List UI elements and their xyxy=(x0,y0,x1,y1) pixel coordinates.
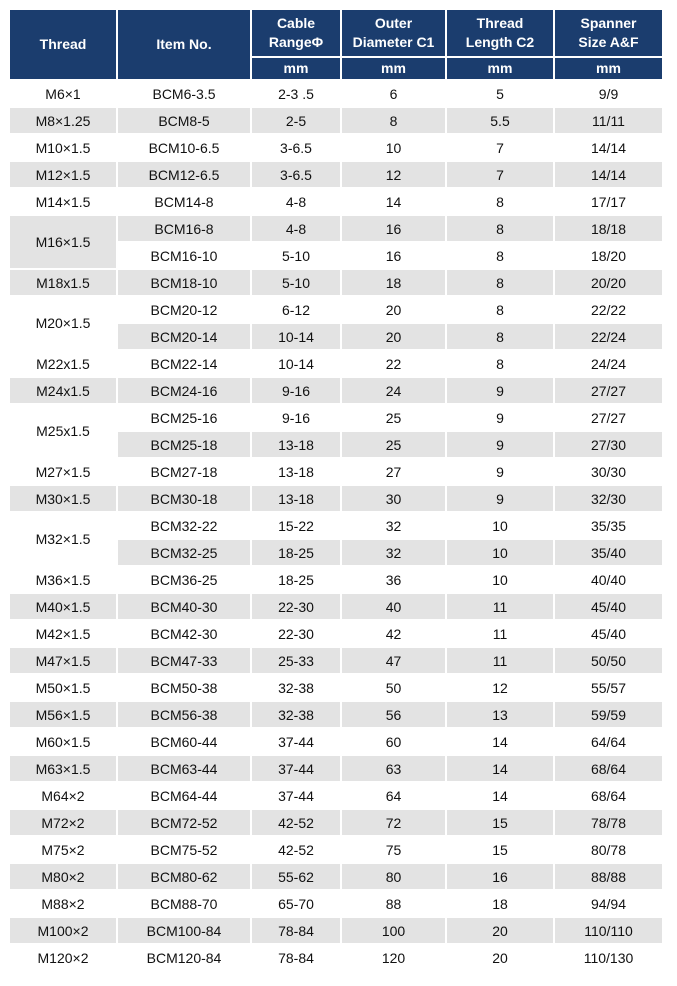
item-no-cell: BCM50-38 xyxy=(118,675,250,700)
spanner-size-cell: 110/130 xyxy=(555,945,662,970)
spanner-size-cell: 55/57 xyxy=(555,675,662,700)
outer-diameter-cell: 120 xyxy=(342,945,445,970)
item-no-cell: BCM64-44 xyxy=(118,783,250,808)
thread-cell: M36×1.5 xyxy=(10,567,116,592)
cable-range-cell: 4-8 xyxy=(252,189,340,214)
thread-cell: M24x1.5 xyxy=(10,378,116,403)
outer-diameter-cell: 72 xyxy=(342,810,445,835)
unit-cable-range: mm xyxy=(252,58,340,79)
thread-length-cell: 8 xyxy=(447,270,553,295)
outer-diameter-cell: 22 xyxy=(342,351,445,376)
outer-diameter-line1: Outer xyxy=(374,15,413,31)
thread-cell: M12×1.5 xyxy=(10,162,116,187)
item-no-cell: BCM25-18 xyxy=(118,432,250,457)
item-no-cell: BCM27-18 xyxy=(118,459,250,484)
thread-cell: M10×1.5 xyxy=(10,135,116,160)
item-no-cell: BCM10-6.5 xyxy=(118,135,250,160)
outer-diameter-line2: Diameter C1 xyxy=(352,34,435,50)
cable-gland-spec-table xyxy=(8,8,664,972)
spanner-size-cell: 18/20 xyxy=(555,243,662,268)
cable-range-cell: 18-25 xyxy=(252,540,340,565)
cable-range-cell: 2-5 xyxy=(252,108,340,133)
item-no-cell: BCM16-10 xyxy=(118,243,250,268)
spanner-size-cell: 110/110 xyxy=(555,918,662,943)
table-row xyxy=(10,648,662,673)
cable-range-cell: 37-44 xyxy=(252,756,340,781)
cable-range-cell: 5-10 xyxy=(252,243,340,268)
outer-diameter-cell: 63 xyxy=(342,756,445,781)
cable-range-cell: 42-52 xyxy=(252,837,340,862)
spanner-size-cell: 30/30 xyxy=(555,459,662,484)
outer-diameter-cell: 40 xyxy=(342,594,445,619)
thread-length-cell: 7 xyxy=(447,162,553,187)
thread-length-cell: 9 xyxy=(447,432,553,457)
spanner-size-cell: 80/78 xyxy=(555,837,662,862)
cable-range-cell: 37-44 xyxy=(252,729,340,754)
outer-diameter-cell: 60 xyxy=(342,729,445,754)
thread-length-cell: 8 xyxy=(447,243,553,268)
thread-cell: M14×1.5 xyxy=(10,189,116,214)
thread-length-cell: 14 xyxy=(447,756,553,781)
thread-length-cell: 13 xyxy=(447,702,553,727)
outer-diameter-cell: 30 xyxy=(342,486,445,511)
thread-length-cell: 15 xyxy=(447,810,553,835)
thread-length-cell: 9 xyxy=(447,405,553,430)
item-no-cell: BCM16-8 xyxy=(118,216,250,241)
table-row xyxy=(10,189,662,214)
cable-range-cell: 22-30 xyxy=(252,621,340,646)
thread-length-cell: 11 xyxy=(447,648,553,673)
table-row xyxy=(10,783,662,808)
cable-range-cell: 3-6.5 xyxy=(252,135,340,160)
spanner-size-cell: 45/40 xyxy=(555,594,662,619)
table-row xyxy=(10,405,662,430)
cable-range-cell: 32-38 xyxy=(252,675,340,700)
item-no-cell: BCM88-70 xyxy=(118,891,250,916)
cable-range-cell: 5-10 xyxy=(252,270,340,295)
table-body xyxy=(10,81,662,970)
cable-range-cell: 9-16 xyxy=(252,378,340,403)
thread-cell: M32×1.5 xyxy=(10,513,116,565)
thread-cell: M80×2 xyxy=(10,864,116,889)
spanner-size-cell: 17/17 xyxy=(555,189,662,214)
table-row xyxy=(10,378,662,403)
outer-diameter-cell: 20 xyxy=(342,324,445,349)
table-row xyxy=(10,81,662,106)
spanner-size-cell: 27/27 xyxy=(555,405,662,430)
outer-diameter-cell: 64 xyxy=(342,783,445,808)
outer-diameter-cell: 42 xyxy=(342,621,445,646)
cable-range-cell: 18-25 xyxy=(252,567,340,592)
thread-length-cell: 10 xyxy=(447,540,553,565)
table-row xyxy=(10,729,662,754)
table-row xyxy=(10,918,662,943)
thread-length-cell: 16 xyxy=(447,864,553,889)
thread-cell: M100×2 xyxy=(10,918,116,943)
col-header-thread: Thread xyxy=(10,10,116,79)
spanner-size-cell: 50/50 xyxy=(555,648,662,673)
thread-cell: M60×1.5 xyxy=(10,729,116,754)
thread-cell: M56×1.5 xyxy=(10,702,116,727)
table-row xyxy=(10,756,662,781)
thread-length-line2: Length C2 xyxy=(465,34,535,50)
thread-length-cell: 15 xyxy=(447,837,553,862)
thread-cell: M6×1 xyxy=(10,81,116,106)
table-row xyxy=(10,567,662,592)
outer-diameter-cell: 75 xyxy=(342,837,445,862)
thread-cell: M40×1.5 xyxy=(10,594,116,619)
cable-range-cell: 13-18 xyxy=(252,432,340,457)
cable-range-line2: RangeΦ xyxy=(268,34,324,50)
outer-diameter-cell: 12 xyxy=(342,162,445,187)
item-no-cell: BCM42-30 xyxy=(118,621,250,646)
spanner-size-cell: 22/22 xyxy=(555,297,662,322)
outer-diameter-cell: 18 xyxy=(342,270,445,295)
thread-length-cell: 11 xyxy=(447,594,553,619)
outer-diameter-cell: 50 xyxy=(342,675,445,700)
table-row xyxy=(10,135,662,160)
item-no-cell: BCM47-33 xyxy=(118,648,250,673)
cable-range-cell: 65-70 xyxy=(252,891,340,916)
item-no-cell: BCM80-62 xyxy=(118,864,250,889)
col-header-cable-range xyxy=(252,10,340,56)
cable-range-cell: 78-84 xyxy=(252,918,340,943)
outer-diameter-cell: 20 xyxy=(342,297,445,322)
cable-range-cell: 15-22 xyxy=(252,513,340,538)
outer-diameter-cell: 47 xyxy=(342,648,445,673)
thread-length-cell: 10 xyxy=(447,567,553,592)
thread-cell: M64×2 xyxy=(10,783,116,808)
cable-range-cell: 32-38 xyxy=(252,702,340,727)
col-header-outer-diameter xyxy=(342,10,445,56)
spanner-size-cell: 24/24 xyxy=(555,351,662,376)
cable-range-line1: Cable xyxy=(276,15,316,31)
outer-diameter-cell: 32 xyxy=(342,540,445,565)
cable-range-cell: 10-14 xyxy=(252,351,340,376)
outer-diameter-cell: 24 xyxy=(342,378,445,403)
item-no-cell: BCM60-44 xyxy=(118,729,250,754)
item-no-cell: BCM14-8 xyxy=(118,189,250,214)
thread-length-cell: 5.5 xyxy=(447,108,553,133)
thread-cell: M25x1.5 xyxy=(10,405,116,457)
item-no-cell: BCM24-16 xyxy=(118,378,250,403)
spanner-size-cell: 40/40 xyxy=(555,567,662,592)
thread-length-cell: 8 xyxy=(447,297,553,322)
spanner-size-line2: Size A&F xyxy=(578,34,639,50)
thread-cell: M22x1.5 xyxy=(10,351,116,376)
spanner-size-cell: 27/27 xyxy=(555,378,662,403)
col-header-item-no: Item No. xyxy=(118,10,250,79)
table-row xyxy=(10,675,662,700)
unit-outer-diameter: mm xyxy=(342,58,445,79)
thread-length-cell: 20 xyxy=(447,918,553,943)
thread-length-cell: 10 xyxy=(447,513,553,538)
cable-range-cell: 6-12 xyxy=(252,297,340,322)
spanner-size-cell: 14/14 xyxy=(555,162,662,187)
item-no-cell: BCM30-18 xyxy=(118,486,250,511)
item-no-cell: BCM8-5 xyxy=(118,108,250,133)
item-no-cell: BCM72-52 xyxy=(118,810,250,835)
item-no-cell: BCM20-12 xyxy=(118,297,250,322)
unit-spanner-size: mm xyxy=(555,58,662,79)
spanner-size-cell: 59/59 xyxy=(555,702,662,727)
table-row xyxy=(10,864,662,889)
item-no-cell: BCM25-16 xyxy=(118,405,250,430)
thread-length-cell: 14 xyxy=(447,783,553,808)
thread-length-cell: 18 xyxy=(447,891,553,916)
item-no-cell: BCM120-84 xyxy=(118,945,250,970)
spanner-size-cell: 64/64 xyxy=(555,729,662,754)
cable-range-cell: 13-18 xyxy=(252,486,340,511)
thread-length-cell: 8 xyxy=(447,324,553,349)
spanner-size-cell: 9/9 xyxy=(555,81,662,106)
item-no-cell: BCM63-44 xyxy=(118,756,250,781)
thread-length-cell: 20 xyxy=(447,945,553,970)
table-row xyxy=(10,702,662,727)
item-no-cell: BCM6-3.5 xyxy=(118,81,250,106)
thread-cell: M50×1.5 xyxy=(10,675,116,700)
outer-diameter-cell: 8 xyxy=(342,108,445,133)
item-no-cell: BCM40-30 xyxy=(118,594,250,619)
cable-range-cell: 78-84 xyxy=(252,945,340,970)
table-row xyxy=(10,216,662,241)
table-row xyxy=(10,594,662,619)
item-no-cell: BCM32-25 xyxy=(118,540,250,565)
thread-length-cell: 8 xyxy=(447,351,553,376)
thread-cell: M75×2 xyxy=(10,837,116,862)
table-row xyxy=(10,837,662,862)
item-no-cell: BCM75-52 xyxy=(118,837,250,862)
thread-length-line1: Thread xyxy=(476,15,524,31)
spanner-size-cell: 32/30 xyxy=(555,486,662,511)
item-no-cell: BCM18-10 xyxy=(118,270,250,295)
thread-cell: M27×1.5 xyxy=(10,459,116,484)
table-row xyxy=(10,108,662,133)
thread-length-cell: 12 xyxy=(447,675,553,700)
thread-cell: M30×1.5 xyxy=(10,486,116,511)
table-row xyxy=(10,945,662,970)
thread-cell: M72×2 xyxy=(10,810,116,835)
outer-diameter-cell: 32 xyxy=(342,513,445,538)
item-no-cell: BCM56-38 xyxy=(118,702,250,727)
outer-diameter-cell: 25 xyxy=(342,432,445,457)
thread-cell: M63×1.5 xyxy=(10,756,116,781)
spanner-size-cell: 94/94 xyxy=(555,891,662,916)
spanner-size-cell: 68/64 xyxy=(555,756,662,781)
cable-range-cell: 37-44 xyxy=(252,783,340,808)
table-row xyxy=(10,270,662,295)
thread-cell: M20×1.5 xyxy=(10,297,116,349)
cable-range-cell: 3-6.5 xyxy=(252,162,340,187)
cable-range-cell: 25-33 xyxy=(252,648,340,673)
table-row xyxy=(10,486,662,511)
cable-range-cell: 55-62 xyxy=(252,864,340,889)
item-no-cell: BCM32-22 xyxy=(118,513,250,538)
outer-diameter-cell: 100 xyxy=(342,918,445,943)
table-row xyxy=(10,459,662,484)
outer-diameter-cell: 80 xyxy=(342,864,445,889)
spec-table-container xyxy=(8,8,664,972)
outer-diameter-cell: 36 xyxy=(342,567,445,592)
thread-length-cell: 9 xyxy=(447,486,553,511)
thread-cell: M120×2 xyxy=(10,945,116,970)
item-no-cell: BCM20-14 xyxy=(118,324,250,349)
table-row xyxy=(10,513,662,538)
cable-range-cell: 2-3 .5 xyxy=(252,81,340,106)
table-row xyxy=(10,621,662,646)
spanner-size-cell: 20/20 xyxy=(555,270,662,295)
unit-thread-length: mm xyxy=(447,58,553,79)
thread-cell: M47×1.5 xyxy=(10,648,116,673)
thread-length-cell: 9 xyxy=(447,459,553,484)
thread-length-cell: 8 xyxy=(447,216,553,241)
outer-diameter-cell: 6 xyxy=(342,81,445,106)
spanner-size-cell: 27/30 xyxy=(555,432,662,457)
outer-diameter-cell: 10 xyxy=(342,135,445,160)
thread-length-cell: 14 xyxy=(447,729,553,754)
table-row xyxy=(10,162,662,187)
thread-length-cell: 8 xyxy=(447,189,553,214)
table-row xyxy=(10,351,662,376)
spanner-size-cell: 35/35 xyxy=(555,513,662,538)
cable-range-cell: 9-16 xyxy=(252,405,340,430)
outer-diameter-cell: 25 xyxy=(342,405,445,430)
item-no-cell: BCM36-25 xyxy=(118,567,250,592)
spanner-size-cell: 35/40 xyxy=(555,540,662,565)
thread-cell: M18x1.5 xyxy=(10,270,116,295)
thread-cell: M88×2 xyxy=(10,891,116,916)
outer-diameter-cell: 16 xyxy=(342,243,445,268)
spanner-size-cell: 68/64 xyxy=(555,783,662,808)
item-no-cell: BCM22-14 xyxy=(118,351,250,376)
cable-range-cell: 42-52 xyxy=(252,810,340,835)
thread-length-cell: 11 xyxy=(447,621,553,646)
thread-length-cell: 5 xyxy=(447,81,553,106)
thread-cell: M42×1.5 xyxy=(10,621,116,646)
spanner-size-cell: 11/11 xyxy=(555,108,662,133)
cable-range-cell: 22-30 xyxy=(252,594,340,619)
spanner-size-cell: 45/40 xyxy=(555,621,662,646)
thread-length-cell: 9 xyxy=(447,378,553,403)
outer-diameter-cell: 14 xyxy=(342,189,445,214)
spanner-size-cell: 22/24 xyxy=(555,324,662,349)
spanner-size-cell: 78/78 xyxy=(555,810,662,835)
spanner-size-cell: 18/18 xyxy=(555,216,662,241)
table-row xyxy=(10,297,662,322)
item-no-cell: BCM12-6.5 xyxy=(118,162,250,187)
col-header-thread-length xyxy=(447,10,553,56)
table-row xyxy=(10,810,662,835)
col-header-spanner-size xyxy=(555,10,662,56)
thread-cell: M16×1.5 xyxy=(10,216,116,268)
cable-range-cell: 4-8 xyxy=(252,216,340,241)
spanner-size-cell: 14/14 xyxy=(555,135,662,160)
table-row xyxy=(10,891,662,916)
thread-cell: M8×1.25 xyxy=(10,108,116,133)
thread-length-cell: 7 xyxy=(447,135,553,160)
header-row xyxy=(10,10,662,56)
spanner-size-line1: Spanner xyxy=(580,15,637,31)
outer-diameter-cell: 16 xyxy=(342,216,445,241)
cable-range-cell: 13-18 xyxy=(252,459,340,484)
outer-diameter-cell: 27 xyxy=(342,459,445,484)
outer-diameter-cell: 88 xyxy=(342,891,445,916)
item-no-cell: BCM100-84 xyxy=(118,918,250,943)
spanner-size-cell: 88/88 xyxy=(555,864,662,889)
outer-diameter-cell: 56 xyxy=(342,702,445,727)
cable-range-cell: 10-14 xyxy=(252,324,340,349)
